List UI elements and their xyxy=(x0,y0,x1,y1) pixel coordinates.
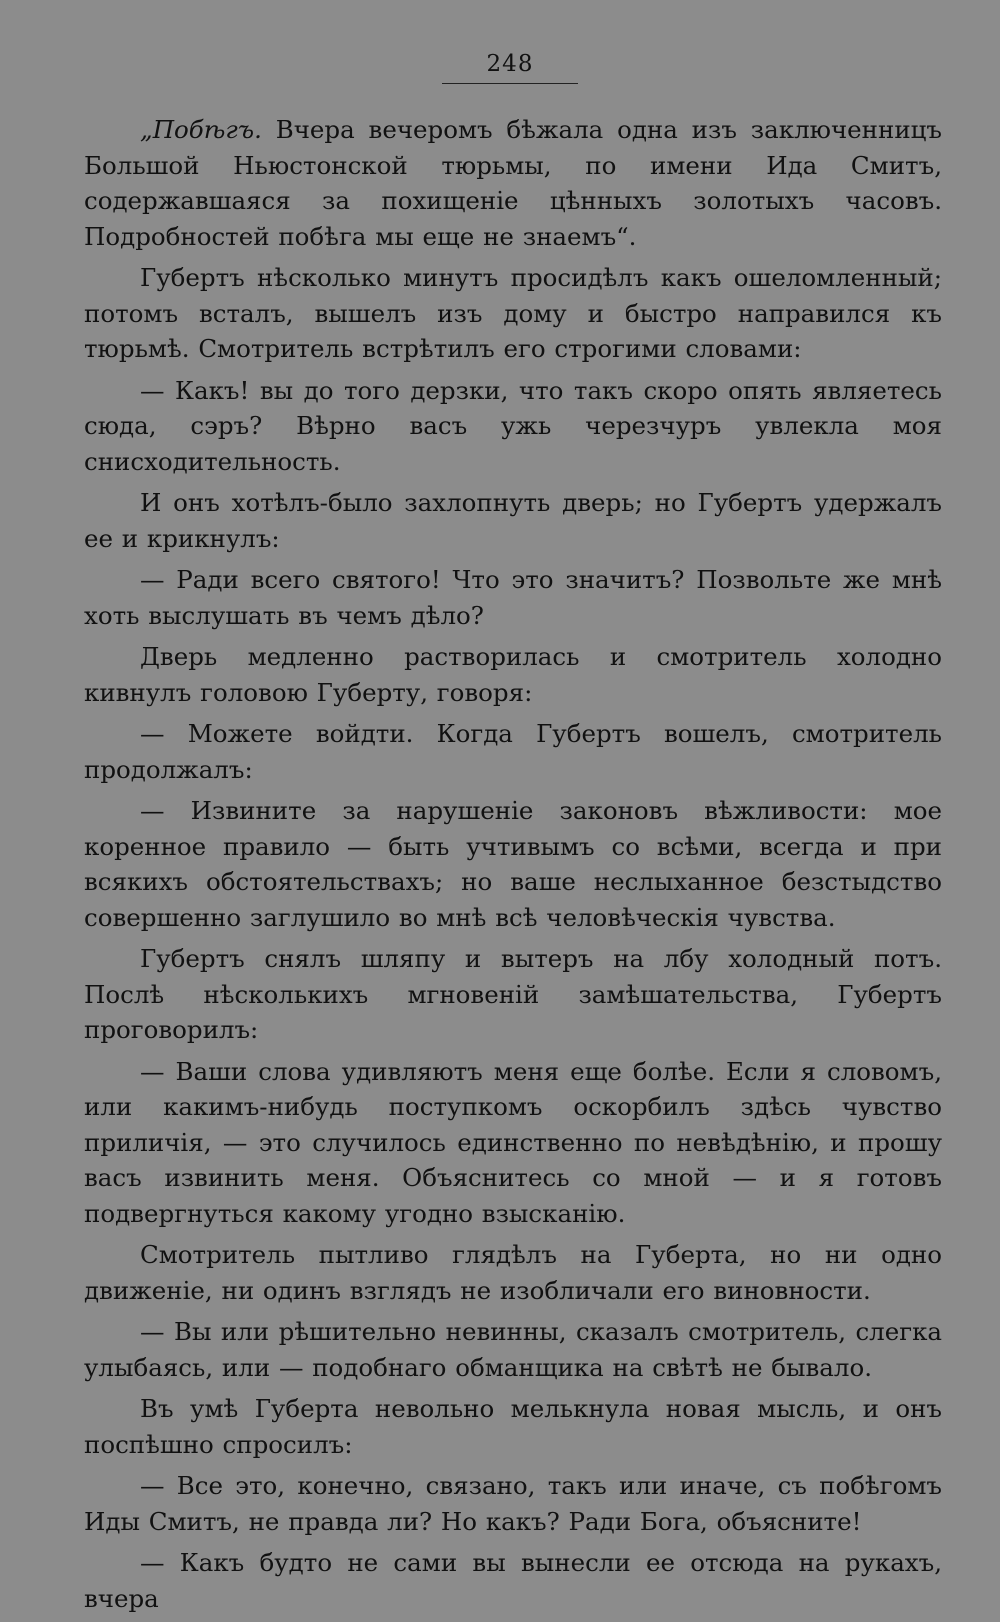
paragraph: — Ради всего святого! Что это значитъ? Позвольте же мнѣ хоть выслушать въ чемъ дѣло? xyxy=(84,565,942,630)
italic-heading: „Побѣгъ. xyxy=(140,115,262,144)
paragraph: — Извините за нарушеніе законовъ вѣжливости: мое коренное правило — быть учтивымъ со всѣми, всегда и при всякихъ обстоятельствахъ; но ваше неслыханное безстыдство совершенно заглушило во мнѣ всѣ человѣческія чувства. xyxy=(84,796,942,932)
paragraph: — Какъ будто не сами вы вынесли ее отсюда на рукахъ, вчера xyxy=(84,1548,942,1613)
page-number-rule xyxy=(442,83,578,84)
paragraph: — Можете войдти. Когда Губертъ вошелъ, смотритель продолжалъ: xyxy=(84,719,942,784)
paragraph: И онъ хотѣлъ-было захлопнуть дверь; но Губертъ удержалъ ее и крикнулъ: xyxy=(84,488,942,553)
paragraph: Дверь медленно растворилась и смотритель холодно кивнулъ головою Губерту, говоря: xyxy=(84,642,942,707)
page-number: 248 xyxy=(486,51,534,77)
paragraph: Въ умѣ Губерта невольно мелькнула новая мысль, и онъ поспѣшно спросилъ: xyxy=(84,1394,942,1459)
paragraph-text: Вчера вечеромъ бѣжала одна изъ заключенницъ Большой Ньюстонской тюрьмы, по имени Ида Смитъ, содержавшаяся за похищеніе цѣнныхъ золотыхъ часовъ. Подробностей побѣга мы еще не знаемъ“. xyxy=(84,115,942,251)
paragraph: Губертъ снялъ шляпу и вытеръ на лбу холодный потъ. Послѣ нѣсколькихъ мгновеній замѣшательства, Губертъ проговорилъ: xyxy=(84,944,942,1044)
text-body xyxy=(84,112,942,1622)
paragraph: — Какъ! вы до того дерзки, что такъ скоро опять являетесь сюда, сэръ? Вѣрно васъ ужь черезчуръ увлекла моя снисходительность. xyxy=(84,375,942,476)
paragraph xyxy=(84,112,942,254)
paragraph: Губертъ нѣсколько минутъ просидѣлъ какъ ошеломленный; потомъ всталъ, вышелъ изъ дому и быстро направился къ тюрьмѣ. Смотритель встрѣтилъ его строгими словами: xyxy=(84,263,942,363)
paragraph: — Вы или рѣшительно невинны, сказалъ смотритель, слегка улыбаясь, или — подобнаго обманщика на свѣтѣ не бывало. xyxy=(84,1317,942,1382)
paragraph: — Все это, конечно, связано, такъ или иначе, съ побѣгомъ Иды Смитъ, не правда ли? Но какъ? Ради Бога, объясните! xyxy=(84,1471,942,1536)
paragraph: Смотритель пытливо глядѣлъ на Губерта, но ни одно движеніе, ни одинъ взглядъ не изобличали его виновности. xyxy=(84,1240,942,1305)
paragraph: — Ваши слова удивляютъ меня еще болѣе. Если я словомъ, или какимъ-нибудь поступкомъ оскорбилъ здѣсь чувство приличія, — это случилось единственно по невѣдѣнію, и прошу васъ извинить меня. Объяснитесь со мной — и я готовъ подвергнуться какому угодно взысканію. xyxy=(84,1056,942,1228)
